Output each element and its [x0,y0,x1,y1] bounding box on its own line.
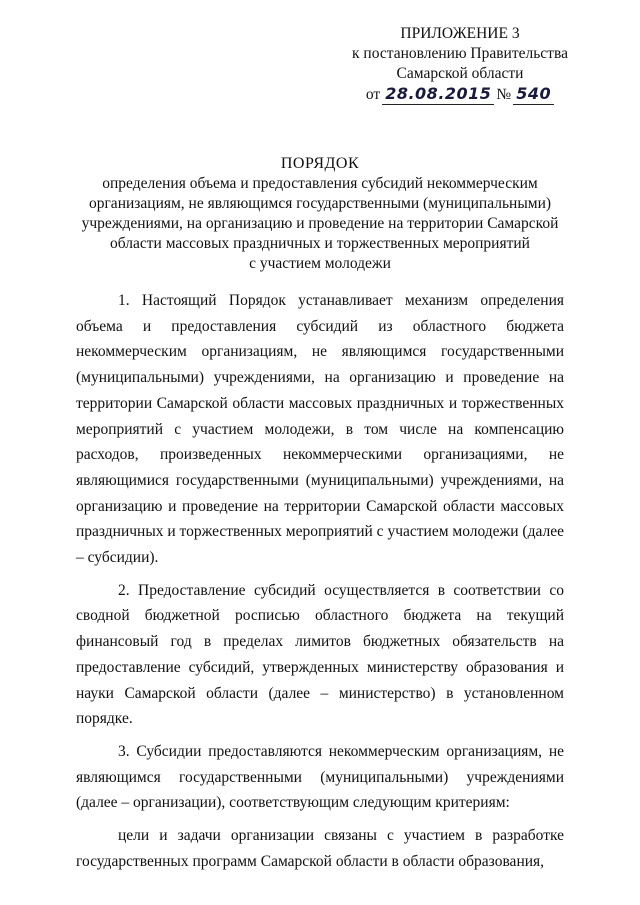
paragraph-1: 1. Настоящий Порядок устанавливает механизм определения объема и предоставления субсидий из областного бюджета некоммерческим организациям, не являющимся государственными (муниципальными) учреждениями, на организацию и проведение на территории Самарской области массовых праздничных и торжественных мероприятий с участием молодежи, в том числе на компенсацию расходов, произведенных некоммерческими организациями, не являющимися государственными (муниципальными) учреждениями, на организацию и проведение на территории Самарской области массовых праздничных и торжественных мероприятий с участием молодежи (далее – субсидии). [76,292,564,567]
paragraph-3: 3. Субсидии предоставляются некоммерческим организациям, не являющимся государственными (муниципальными) учреждениями (далее – организации), соответствующим следующим критериям: [76,742,564,812]
title-line-1: определения объема и предоставления субсидий некоммерческим [102,175,538,192]
title-line-4: области массовых праздничных и торжественных мероприятий [110,235,530,252]
title-heading: ПОРЯДОК [280,155,360,172]
document-body [76,288,564,874]
paragraph-4: цели и задачи организации связаны с участием в разработке государственных программ Самарской области в области образования, [76,827,564,870]
paragraph-2: 2. Предоставление субсидий осуществляется в соответствии со сводной бюджетной росписью областного бюджета на текущий финансовый год в пределах лимитов бюджетных обязательств на предоставление субсидий, утвержденных министерству образования и науки Самарской области (далее – министерство) в установленном порядке. [76,581,564,728]
appendix-title: ПРИЛОЖЕНИЕ 3 [400,25,520,42]
title-line-3: учреждениями, на организацию и проведение на территории Самарской [81,215,559,232]
date-prefix: от [365,86,381,103]
handwritten-date: 28.08.2015 [382,84,494,105]
appendix-resolution: к постановлению Правительства [352,45,568,62]
appendix-block [330,24,590,105]
title-line-5: с участием молодежи [249,255,391,272]
appendix-region: Самарской области [396,65,524,82]
handwritten-number: 540 [513,84,554,105]
document-title [60,154,580,274]
title-line-2: организациям, не являющимся государственными (муниципальными) [88,195,552,212]
appendix-date-line [366,84,554,105]
number-prefix: № [496,86,512,103]
